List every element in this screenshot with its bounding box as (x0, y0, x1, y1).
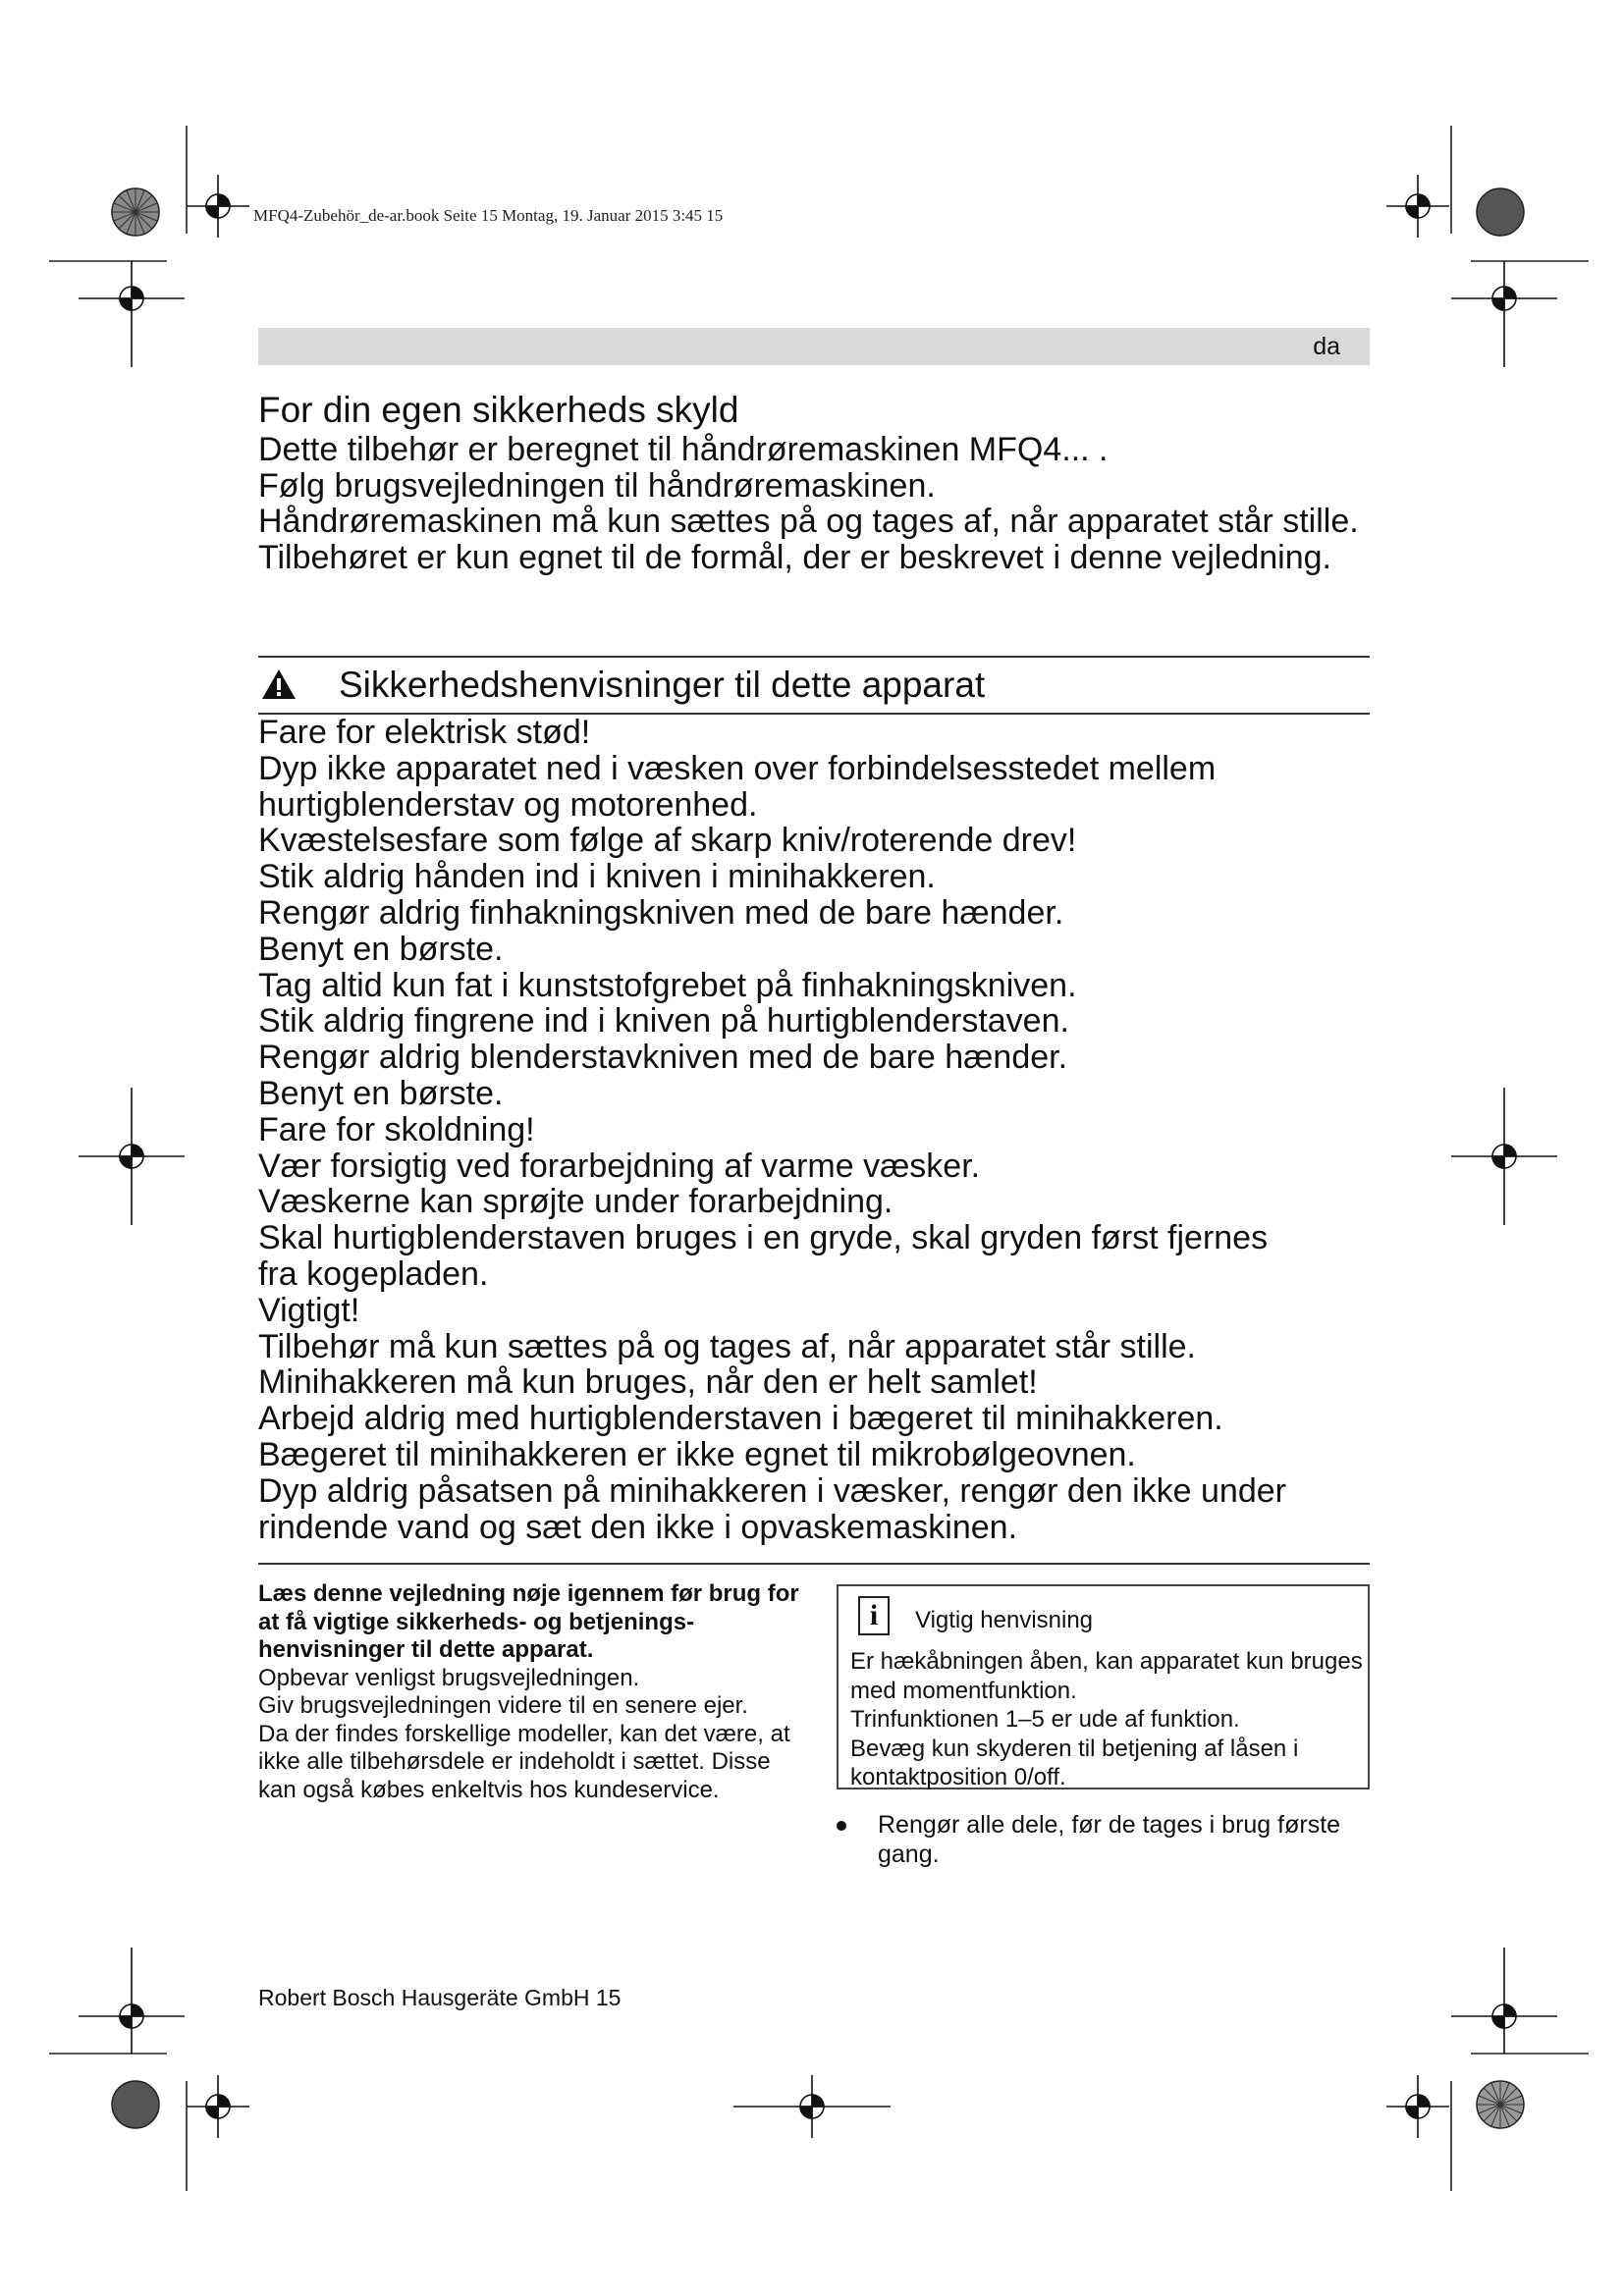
registration-mark (1451, 261, 1557, 367)
registration-mark (1386, 175, 1449, 238)
intro-text (258, 432, 1370, 575)
safety-line: Tilbehør må kun sættes på og tages af, når apparatet står stille. (258, 1327, 1196, 1365)
safety-line: Tag altid kun fat i kunststofgrebet på finhakningskniven. (258, 966, 1077, 1004)
safety-section-title: Sikkerhedshenvisninger til dette apparat (339, 665, 986, 705)
info-icon: i (858, 1596, 890, 1635)
safety-instructions (258, 715, 1378, 1545)
registration-mark (79, 261, 185, 367)
safety-line: Minihakkeren må kun bruges, når den er helt samlet! (258, 1363, 1038, 1402)
info-box-title: Vigtig henvisning (915, 1607, 1094, 1633)
read-instructions-note: Læs denne vejledning nøje igennem før brug for at få vigtige sikkerheds- og betjenings-henvisninger til dette apparat. (258, 1580, 799, 1663)
hazard-heading: Fare for skoldning! (258, 1110, 535, 1148)
divider (258, 656, 1370, 658)
density-circle (112, 2081, 159, 2128)
safety-line: Væskerne kan sprøjte under forarbejdning. (258, 1183, 893, 1221)
safety-line: Skal hurtigblenderstaven bruges i en gryde, skal gryden først fjernes (258, 1219, 1269, 1257)
safety-line: Vær forsigtig ved forarbejdning af varme væsker. (258, 1147, 981, 1185)
safety-section-header (258, 664, 1370, 707)
warning-triangle-icon (261, 668, 297, 700)
intro-line: Følg brugsvejledningen til håndrøremaskinen. (258, 466, 936, 505)
safety-line: Bægeret til minihakkeren er ikke egnet til mikrobølgeovnen. (258, 1435, 1136, 1473)
hazard-heading: Kvæstelsesfare som følge af skarp kniv/roterende drev! (258, 822, 1077, 860)
intro-line: Tilbehøret er kun egnet til de formål, der er beskrevet i denne vejledning. (258, 538, 1331, 576)
registration-mark (1451, 1088, 1557, 1225)
registration-mark (187, 175, 249, 238)
bullet-text: Rengør alle dele, før de tages i brug første gang. (878, 1811, 1341, 1868)
safety-line: hurtigblenderstav og motorenhed. (258, 785, 758, 824)
usage-note: Opbevar venligst brugsvejledningen. (258, 1664, 640, 1691)
info-line: Trinfunktionen 1–5 er ude af funktion. (850, 1706, 1240, 1733)
intro-line: Dette tilbehør er beregnet til håndrøremaskinen MFQ4... . (258, 431, 1109, 468)
language-bar (258, 328, 1370, 365)
intro-line: Håndrøremaskinen må kun sættes på og tages af, når apparatet står stille. (258, 503, 1359, 541)
density-circle (112, 188, 159, 236)
registration-mark (1451, 1948, 1557, 2054)
divider (258, 1563, 1370, 1565)
registration-mark (79, 1088, 185, 1225)
book-header: MFQ4-Zubehör_de-ar.book Seite 15 Montag, 19. Januar 2015 3:45 15 (253, 206, 724, 225)
safety-line: rindende vand og sæt den ikke i opvaskemaskinen. (258, 1508, 1018, 1546)
registration-mark (187, 2075, 249, 2138)
page-footer: Robert Bosch Hausgeräte GmbH 15 (258, 1985, 622, 2010)
safety-line: Arbejd aldrig med hurtigblenderstaven i bægeret til minihakkeren. (258, 1400, 1223, 1438)
safety-line: Stik aldrig hånden ind i kniven i minihakkeren. (258, 858, 936, 896)
page-title: For din egen sikkerheds skyld (258, 390, 739, 430)
important-note-box (837, 1584, 1370, 1789)
registration-mark (1386, 2075, 1449, 2138)
safety-line: Stik aldrig fingrene ind i kniven på hurtigblenderstaven. (258, 1002, 1069, 1041)
info-line: Er hækåbningen åben, kan apparatet kun bruges med momentfunktion. (850, 1648, 1363, 1704)
hazard-heading: Fare for elektrisk stød! (258, 714, 591, 751)
hazard-heading: Vigtigt! (258, 1291, 360, 1329)
usage-notes (258, 1580, 808, 1804)
safety-line: Rengør aldrig finhakningskniven med de bare hænder. (258, 893, 1064, 932)
usage-note: Giv brugsvejledningen videre til en senere ejer. (258, 1692, 748, 1719)
density-circle (1477, 188, 1524, 236)
language-code: da (1313, 333, 1340, 360)
bullet-icon (837, 1821, 846, 1831)
safety-line: fra kogepladen. (258, 1255, 489, 1293)
safety-line: Dyp aldrig påsatsen på minihakkeren i væsker, rengør den ikke under (258, 1471, 1286, 1510)
registration-mark (733, 2075, 891, 2138)
safety-line: Rengør aldrig blenderstavkniven med de bare hænder. (258, 1039, 1068, 1077)
registration-mark (79, 1948, 185, 2054)
info-line: Bevæg kun skyderen til betjening af låsen i kontaktposition 0/off. (850, 1735, 1299, 1790)
info-box-text (850, 1647, 1366, 1792)
density-circle (1477, 2081, 1524, 2128)
safety-line: Dyp ikke apparatet ned i væsken over forbindelsesstedet mellem (258, 749, 1217, 787)
safety-line: Benyt en børste. (258, 930, 504, 968)
usage-note: Da der findes forskellige modeller, kan det være, at ikke alle tilbehørsdele er indeholdt i sættet. Disse kan også købes enkeltvis hos kundeservice. (258, 1720, 790, 1803)
safety-line: Benyt en børste. (258, 1074, 504, 1112)
